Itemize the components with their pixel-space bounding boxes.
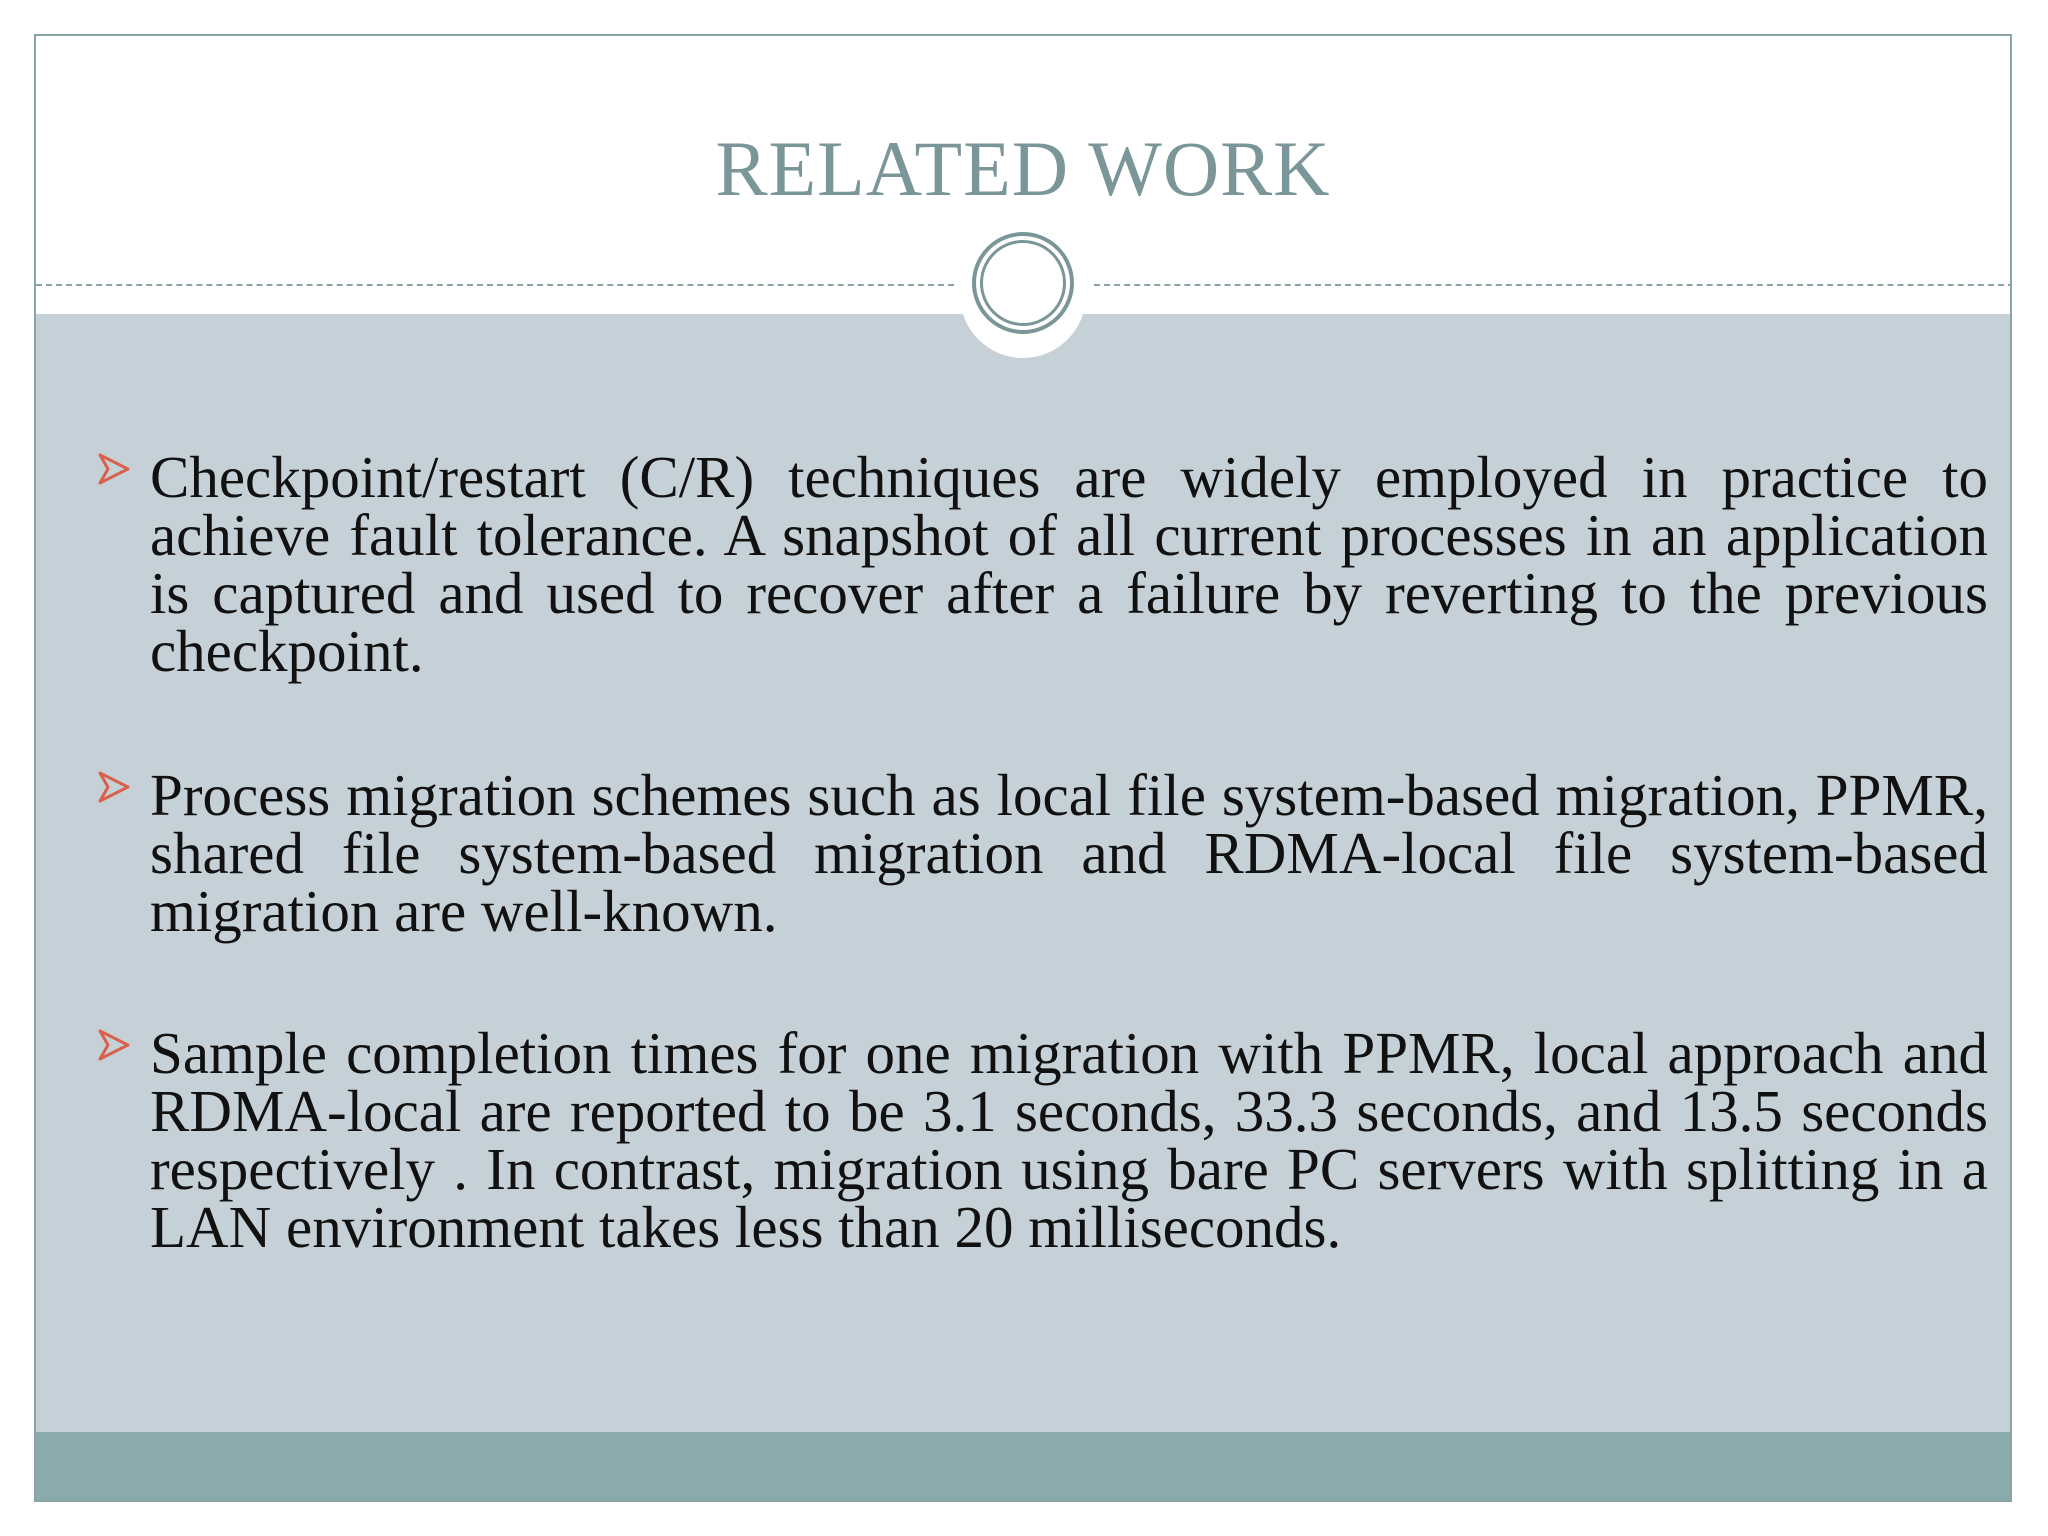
double-ring-inner — [980, 240, 1066, 326]
bullet-text: Sample completion times for one migration with PPMR, local approach and RDMA-local are reported to be 3.1 seconds, 33.3 seconds, and 13.5 seconds respectively . In contrast, migration using bare PC servers with splitting in a LAN environment takes less than 20 milliseconds. — [150, 1020, 1988, 1260]
slide — [34, 34, 2012, 1502]
divider-left — [36, 284, 954, 286]
bullet-item — [150, 444, 1988, 684]
slide-title: RELATED WORK — [715, 125, 1331, 212]
bullet-item — [150, 1020, 1988, 1260]
bullet-text: Checkpoint/restart (C/R) techniques are widely employed in practice to achieve fault tolerance. A snapshot of all current processes in an application is captured and used to recover after a failure by reverting to the previous checkpoint. — [150, 444, 1988, 684]
divider-right — [1094, 284, 2012, 286]
bullet-item — [150, 762, 1988, 944]
arrowhead-bullet-icon — [94, 767, 134, 807]
bullet-text: Process migration schemes such as local file system-based migration, PPMR, shared file system-based migration and RDMA-local file system-based migration are well-known. — [150, 762, 1988, 944]
arrowhead-bullet-icon — [94, 449, 134, 489]
arrowhead-bullet-icon — [94, 1025, 134, 1065]
footer-band — [36, 1432, 2010, 1502]
